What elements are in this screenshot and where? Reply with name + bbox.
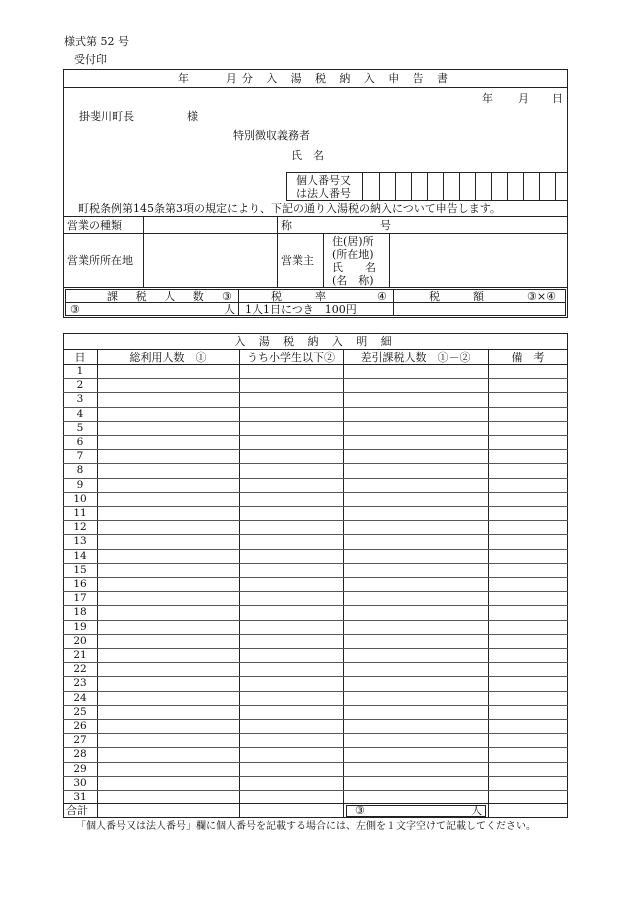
taxable-persons-value-mark: ③ — [70, 303, 80, 316]
col-children-header: うち小学生以下② — [247, 351, 335, 364]
detail-title: 入 湯 税 納 入 明 細 — [234, 335, 397, 348]
row-divider — [63, 662, 568, 663]
col-total-header: 総利用人数 ① — [129, 351, 207, 364]
day-number: 7 — [76, 450, 84, 463]
date-month: 月 — [518, 92, 529, 105]
honorific: 様 — [187, 110, 198, 123]
col-remarks-header: 備 考 — [511, 351, 545, 364]
footnote: 「個人番号又は法人番号」欄に個人番号を記載する場合には、左側を１文字空けて記載してください。 — [76, 821, 536, 832]
row-divider — [63, 563, 568, 564]
operator-name: 氏 名 — [332, 261, 376, 274]
tax-rate-header: 税 率 — [271, 290, 326, 303]
row-divider — [63, 676, 568, 677]
day-number: 13 — [73, 535, 87, 548]
row-divider — [63, 492, 568, 493]
day-number: 31 — [73, 791, 87, 803]
tax-rate-mark: ④ — [377, 290, 387, 303]
tax-amount-mark: ③×④ — [527, 290, 556, 303]
day-number: 3 — [76, 393, 84, 406]
day-number: 19 — [73, 620, 87, 633]
declaration-text: 町税条例第145条第3項の規定により、下記の通り入湯税の納入について申告します。 — [78, 202, 501, 215]
collector-label: 特別徴収義務者 — [233, 129, 310, 142]
row-divider — [63, 691, 568, 692]
row-divider — [63, 747, 568, 748]
day-number: 5 — [76, 421, 84, 434]
col-taxable-header: 差引課税人数 ①－② — [360, 351, 471, 364]
form-number: 様式第 52 号 — [64, 35, 129, 48]
row-divider — [63, 378, 568, 379]
operator-location: (所在地) — [332, 248, 374, 261]
row-divider — [63, 421, 568, 422]
day-number: 26 — [73, 720, 87, 732]
day-number: 21 — [73, 649, 87, 661]
total-taxable-mark: ③ — [355, 804, 365, 817]
row-divider — [63, 520, 568, 521]
row-divider — [63, 705, 568, 706]
row-divider — [63, 733, 568, 734]
id-label-line1: 個人番号又 — [296, 174, 351, 187]
taxable-persons-mark: ③ — [222, 290, 232, 303]
business-name-label: 称 号 — [281, 219, 391, 232]
day-number: 15 — [73, 563, 87, 576]
row-divider — [63, 463, 568, 464]
business-type-label: 営業の種類 — [67, 219, 122, 232]
operator-label: 営業主 — [281, 254, 314, 267]
row-divider — [63, 435, 568, 436]
stamp-label: 受付印 — [74, 53, 107, 66]
day-number: 27 — [73, 734, 87, 747]
day-number: 10 — [73, 492, 87, 505]
day-number: 24 — [73, 691, 87, 704]
row-divider — [63, 591, 568, 592]
date-day: 日 — [552, 92, 563, 105]
name-label: 氏 名 — [291, 149, 324, 162]
day-number: 18 — [73, 606, 87, 619]
day-number: 6 — [76, 436, 84, 448]
row-divider — [63, 634, 568, 635]
row-divider — [63, 577, 568, 578]
addressee: 掛斐川町長 — [79, 110, 134, 123]
taxable-persons-unit: 人 — [224, 303, 235, 316]
day-number: 2 — [76, 379, 84, 392]
row-divider — [63, 719, 568, 720]
tax-rate-value: 1人1日につき 100円 — [245, 303, 357, 316]
row-divider — [63, 449, 568, 450]
day-number: 23 — [73, 677, 87, 690]
tax-amount-header: 税 額 — [429, 290, 484, 303]
col-day-header: 日 — [74, 351, 86, 364]
day-number: 30 — [73, 776, 87, 789]
total-label: 合計 — [66, 804, 88, 817]
id-label-line2: は法人番号 — [296, 187, 351, 200]
row-divider — [63, 605, 568, 606]
day-number: 29 — [73, 762, 87, 775]
row-divider — [63, 648, 568, 649]
day-number: 16 — [73, 578, 87, 590]
total-taxable-box[interactable] — [346, 805, 486, 817]
date-year: 年 — [482, 92, 493, 105]
location-label: 営業所所在地 — [67, 254, 133, 267]
row-divider — [63, 776, 568, 777]
day-number: 17 — [73, 592, 87, 605]
day-number: 20 — [73, 634, 87, 647]
total-taxable-unit: 人 — [471, 804, 482, 817]
operator-company-name: (名 称) — [332, 274, 374, 287]
day-number: 1 — [76, 365, 84, 377]
row-divider — [63, 620, 568, 621]
operator-address: 住(居)所 — [332, 235, 374, 248]
row-divider — [63, 549, 568, 550]
row-divider — [63, 790, 568, 791]
form-title: 年 月分 入 湯 税 納 入 申 告 書 — [178, 72, 453, 85]
row-divider — [63, 762, 568, 763]
row-divider — [63, 392, 568, 393]
row-divider — [63, 407, 568, 408]
day-number: 14 — [73, 549, 87, 562]
row-divider — [63, 478, 568, 479]
row-divider — [63, 506, 568, 507]
taxable-persons-header: 課 税 人 数 — [107, 290, 208, 303]
day-number: 8 — [76, 464, 84, 477]
day-number: 11 — [73, 507, 87, 519]
day-number: 22 — [73, 663, 87, 676]
day-number: 28 — [73, 748, 87, 761]
day-number: 4 — [76, 407, 84, 420]
row-divider — [63, 534, 568, 535]
day-number: 9 — [76, 478, 84, 491]
day-number: 12 — [73, 521, 87, 534]
day-number: 25 — [73, 705, 87, 718]
